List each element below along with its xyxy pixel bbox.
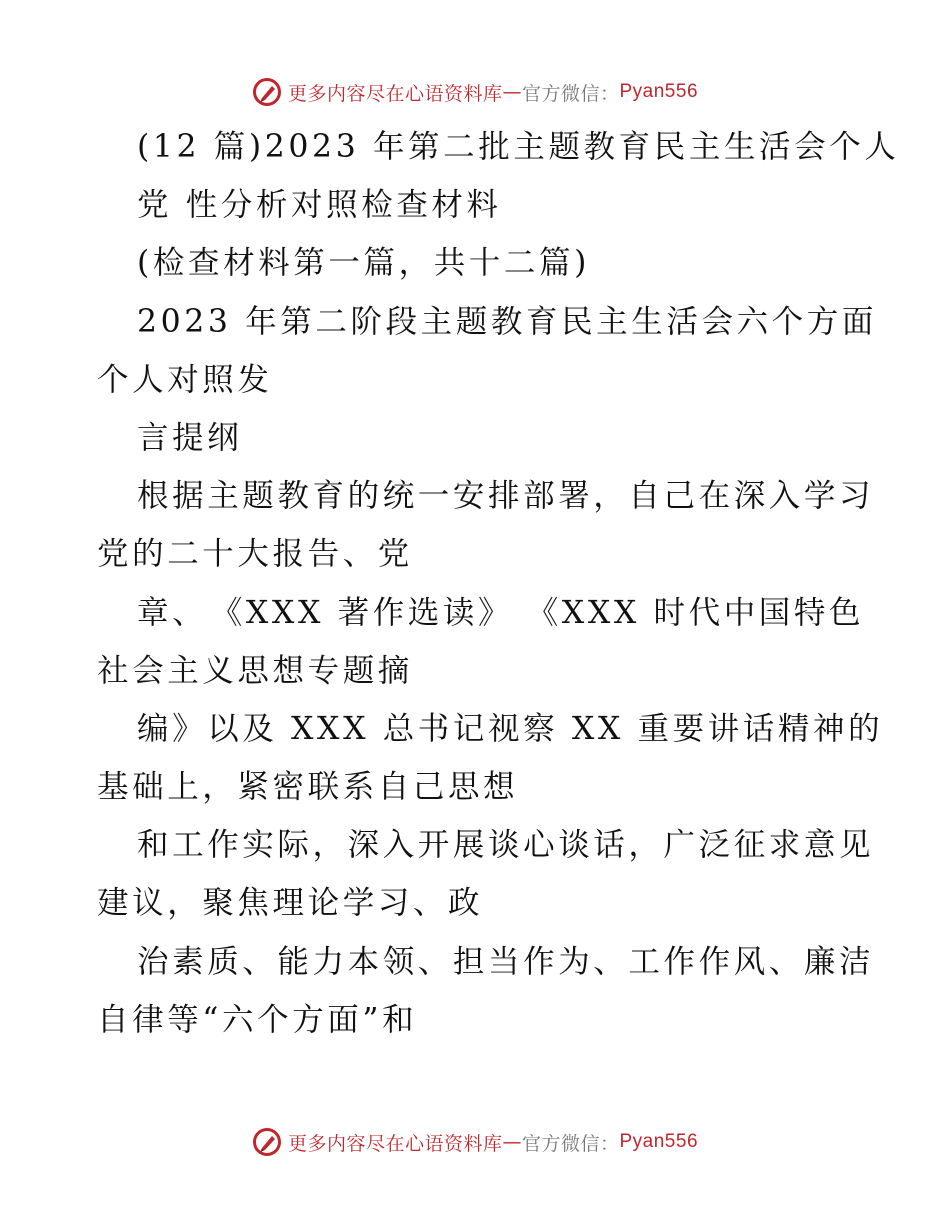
banner-site-name: 更多内容尽在心语资料库	[287, 1132, 503, 1155]
doc-line: 2023 年第二阶段主题教育民主生活会六个方面	[137, 303, 877, 340]
banner-wechat-id: Pyan556	[619, 81, 699, 102]
doc-line-subtitle: (检查材料第一篇，共十二篇)	[137, 245, 590, 282]
doc-line: 个人对照发	[97, 361, 273, 398]
banner-wechat-label: 官方微信：	[521, 82, 620, 105]
doc-line: 言提纲	[137, 419, 243, 456]
pen-logo-icon	[252, 77, 282, 107]
banner-wechat-label: 官方微信：	[521, 1132, 620, 1155]
doc-line: 和工作实际，深入开展谈心谈话，广泛征求意见	[137, 827, 875, 864]
banner-wechat-id: Pyan556	[619, 1131, 699, 1152]
doc-line: 社会主义思想专题摘	[97, 652, 413, 689]
pen-logo-icon	[252, 1127, 282, 1157]
doc-line-title-1: (12 篇)2023 年第二批主题教育民主生活会个人	[137, 129, 900, 165]
doc-line: 编》以及 XXX 总书记视察 XX 重要讲话精神的	[137, 710, 884, 747]
doc-line: 治素质、能力本领、担当作为、工作作风、廉洁	[137, 943, 875, 980]
footer-banner	[0, 1122, 950, 1162]
doc-line: 建议，聚焦理论学习、政	[97, 885, 484, 922]
doc-line: 党的二十大报告、党	[97, 536, 413, 573]
doc-line: 章、 《XXX 著作选读》 《XXX 时代中国特色	[137, 594, 865, 631]
banner-separator: —	[502, 81, 522, 103]
doc-line: 自律等“六个方面”和	[97, 1001, 418, 1038]
doc-line: 根据主题教育的统一安排部署，自己在深入学习	[137, 478, 875, 515]
doc-line: 基础上，紧密联系自己思想	[97, 769, 519, 806]
banner-site-name: 更多内容尽在心语资料库	[287, 82, 503, 105]
document-body	[97, 118, 900, 1049]
header-banner	[0, 72, 950, 112]
doc-line-title-2: 党 性分析对照检查材料	[137, 187, 502, 224]
banner-separator: —	[502, 1131, 522, 1153]
